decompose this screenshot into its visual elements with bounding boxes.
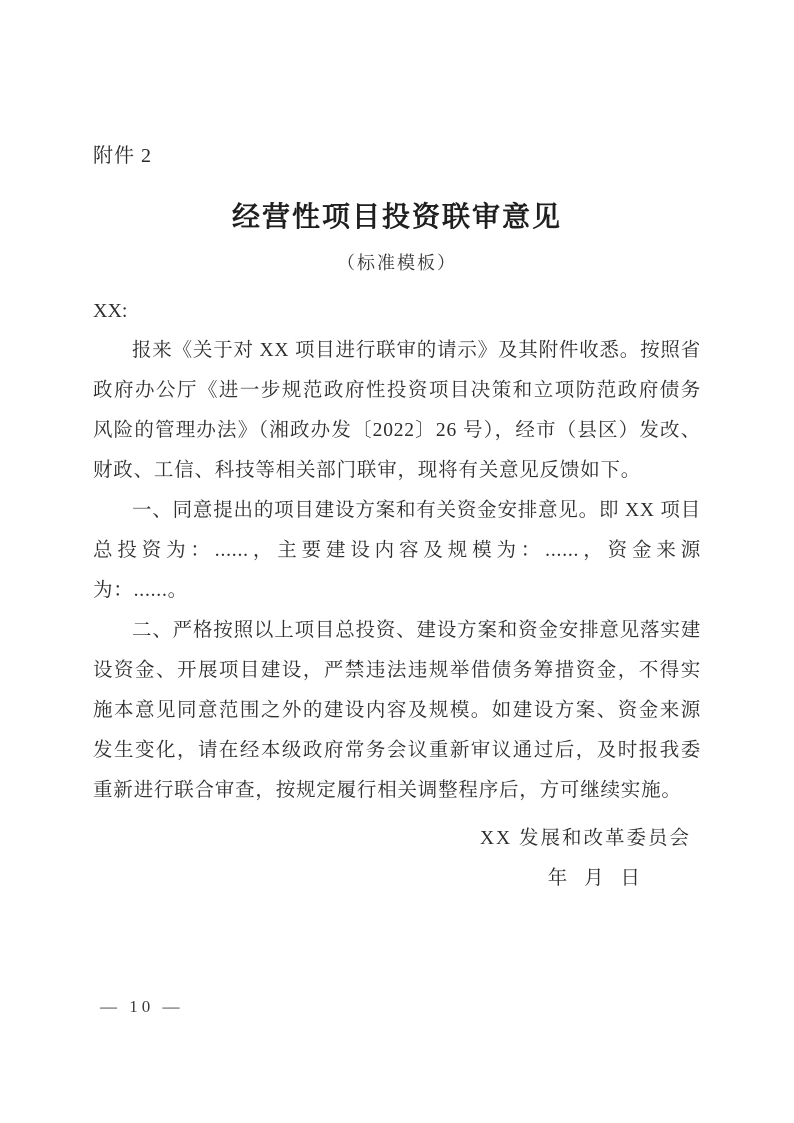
body-paragraph-1: 报来《关于对 XX 项目进行联审的请示》及其附件收悉。按照省政府办公厅《进一步规范政府性投资项目决策和立项防范政府债务风险的管理办法》（湘政办发〔2022〕26 号），经市（县区）发改、财政、工信、科技等相关部门联审，现将有关意见反馈如下。 xyxy=(93,340,701,481)
body-paragraph-2: 一、同意提出的项目建设方案和有关资金安排意见。即 XX 项目总投资为：......，主要建设内容及规模为：......，资金来源为：......。 xyxy=(93,500,701,601)
document-title: 经营性项目投资联审意见 xyxy=(231,202,562,233)
page-number: — 10 — xyxy=(100,997,184,1016)
signature-block xyxy=(93,819,701,899)
attachment-label: 附件 2 xyxy=(93,145,152,167)
signature-org: XX 发展和改革委员会 xyxy=(479,828,691,849)
signature-date-line: 年 月 日 xyxy=(547,868,646,889)
document-content xyxy=(93,0,701,899)
document-subtitle: （标准模板） xyxy=(337,253,457,273)
salutation: XX: xyxy=(93,300,128,322)
body-paragraph-3: 二、严格按照以上项目总投资、建设方案和资金安排意见落实建设资金、开展项目建设，严禁违法违规举借债务筹措资金，不得实施本意见同意范围之外的建设内容及规模。如建设方案、资金来源发生变化，请在经本级政府常务会议重新审议通过后，及时报我委重新进行联合审查，按规定履行相关调整程序后，方可继续实施。 xyxy=(93,620,701,801)
